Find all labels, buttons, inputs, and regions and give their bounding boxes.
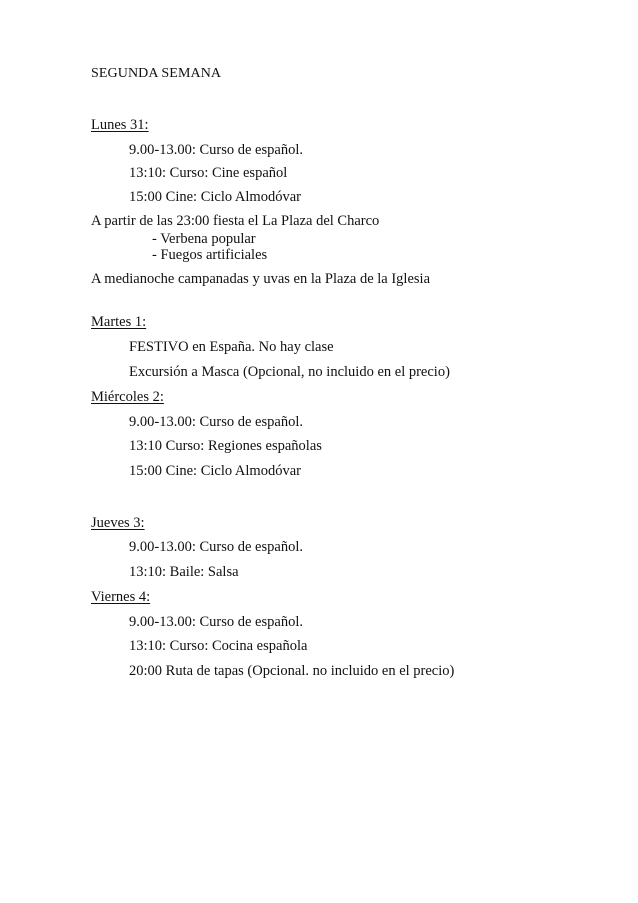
page-title: SEGUNDA SEMANA: [91, 66, 222, 81]
schedule-item: 13:10: Baile: Salsa: [129, 564, 239, 580]
schedule-item: 9.00-13.00: Curso de español.: [129, 614, 303, 630]
day-heading-jueves: Jueves 3:: [91, 515, 145, 531]
schedule-item: FESTIVO en España. No hay clase: [129, 339, 334, 355]
day-heading-viernes: Viernes 4:: [91, 589, 151, 605]
schedule-item: 13:10: Curso: Cine español: [129, 165, 288, 181]
schedule-item: 20:00 Ruta de tapas (Opcional. no incluido en el precio): [129, 663, 455, 679]
schedule-item: 9.00-13.00: Curso de español.: [129, 142, 303, 158]
schedule-item: 15:00 Cine: Ciclo Almodóvar: [129, 463, 301, 479]
schedule-item: 15:00 Cine: Ciclo Almodóvar: [129, 189, 301, 205]
party-note: A partir de las 23:00 fiesta el La Plaza del Charco: [91, 213, 380, 229]
day-heading-lunes: Lunes 31:: [91, 117, 149, 133]
schedule-item: 9.00-13.00: Curso de español.: [129, 414, 303, 430]
party-sub-item: - Fuegos artificiales: [152, 247, 268, 263]
day-heading-martes: Martes 1:: [91, 314, 147, 330]
midnight-note: A medianoche campanadas y uvas en la Plaza de la Iglesia: [91, 271, 431, 287]
schedule-item: 13:10: Curso: Cocina española: [129, 638, 308, 654]
day-heading-miercoles: Miércoles 2:: [91, 389, 164, 405]
schedule-item: 9.00-13.00: Curso de español.: [129, 539, 303, 555]
schedule-item: Excursión a Masca (Opcional, no incluido en el precio): [129, 364, 450, 380]
party-sub-item: - Verbena popular: [152, 231, 256, 247]
schedule-item: 13:10 Curso: Regiones españolas: [129, 438, 322, 454]
